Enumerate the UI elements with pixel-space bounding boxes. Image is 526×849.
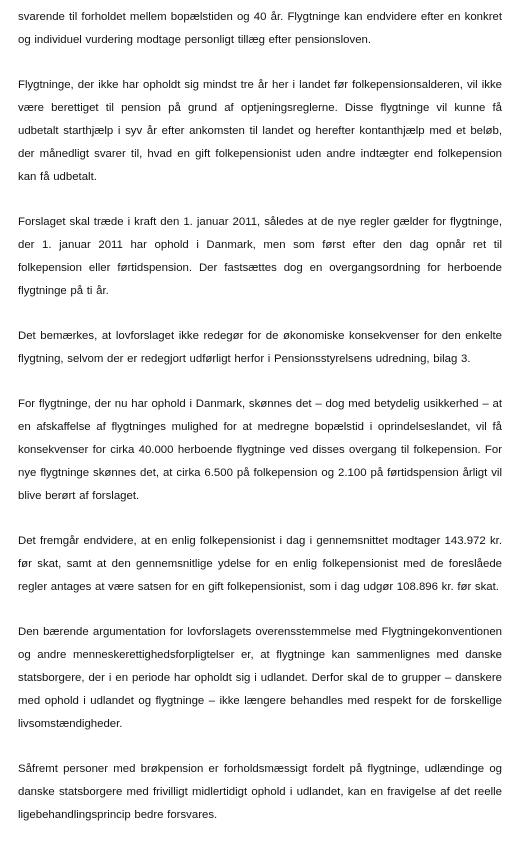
paragraph-3: Forslaget skal træde i kraft den 1. januar 2011, således at de nye regler gælder for flygtninge, der 1. januar 2011 har ophold i Danmark, men som først efter den dag opnår ret til folkepension eller førtidspension. Der fastsættes dog en overgangsordning for herboende flygtninge på ti år. [18, 216, 502, 297]
paragraph-2: Flygtninge, der ikke har opholdt sig mindst tre år her i landet før folkepensionsalderen, vil ikke være berettiget til pension på grund af optjeningsreglerne. Disse flygtninge vil kunne få udbetalt starthjælp i syv år efter ankomsten til landet og herefter kontanthjælp med et beløb, der månedligt svarer til, hvad en gift folkepensionist uden andre indtægter end folkepension kan få udbetalt. [18, 79, 502, 183]
paragraph-8: Såfremt personer med brøkpension er forholdsmæssigt fordelt på flygtninge, udlændinge og danske statsborgere med frivilligt midlertidigt ophold i udlandet, kan en fravigelse af det reelle ligebehandlingsprincip bedre forsvares. [18, 763, 502, 821]
paragraph-4: Det bemærkes, at lovforslaget ikke redegør for de økonomiske konsekvenser for den enkelte flygtning, selvom der er redegjort udførligt herfor i Pensionsstyrelsens udredning, bilag 3. [18, 330, 502, 365]
paragraph-6: Det fremgår endvidere, at en enlig folkepensionist i dag i gennemsnittet modtager 143.972 kr. før skat, samt at den gennemsnitlige ydelse for en enlig folkepensionist med de foreslåede regler antages at være satsen for en gift folkepensionist, som i dag udgør 108.896 kr. før skat. [18, 535, 502, 593]
paragraph-1: svarende til forholdet mellem bopælstiden og 40 år. Flygtninge kan endvidere efter en konkret og individuel vurdering modtage personligt tillæg efter pensionsloven. [18, 11, 502, 46]
paragraph-7: Den bærende argumentation for lovforslagets overensstemmelse med Flygtningekonventionen og andre menneskerettighedsforpligtelser er, at flygtninge kan sammenlignes med danske statsborgere, der i en periode har opholdt sig i udlandet. Derfor skal de to grupper – danskere med ophold i udlandet og flygtninge – ikke længere behandles med respekt for de forskellige livsomstændigheder. [18, 626, 502, 730]
paragraph-5: For flygtninge, der nu har ophold i Danmark, skønnes det – dog med betydelig usikkerhed – at en afskaffelse af flygtninges mulighed for at medregne bopælstid i oprindelseslandet, vil få konsekvenser for cirka 40.000 herboende flygtninge ved disses overgang til folkepension. For nye flygtninge skønnes det, at cirka 6.500 på folkepension og 2.100 på førtidspension årligt vil blive berørt af forslaget. [18, 398, 502, 502]
document-page [18, 6, 502, 849]
